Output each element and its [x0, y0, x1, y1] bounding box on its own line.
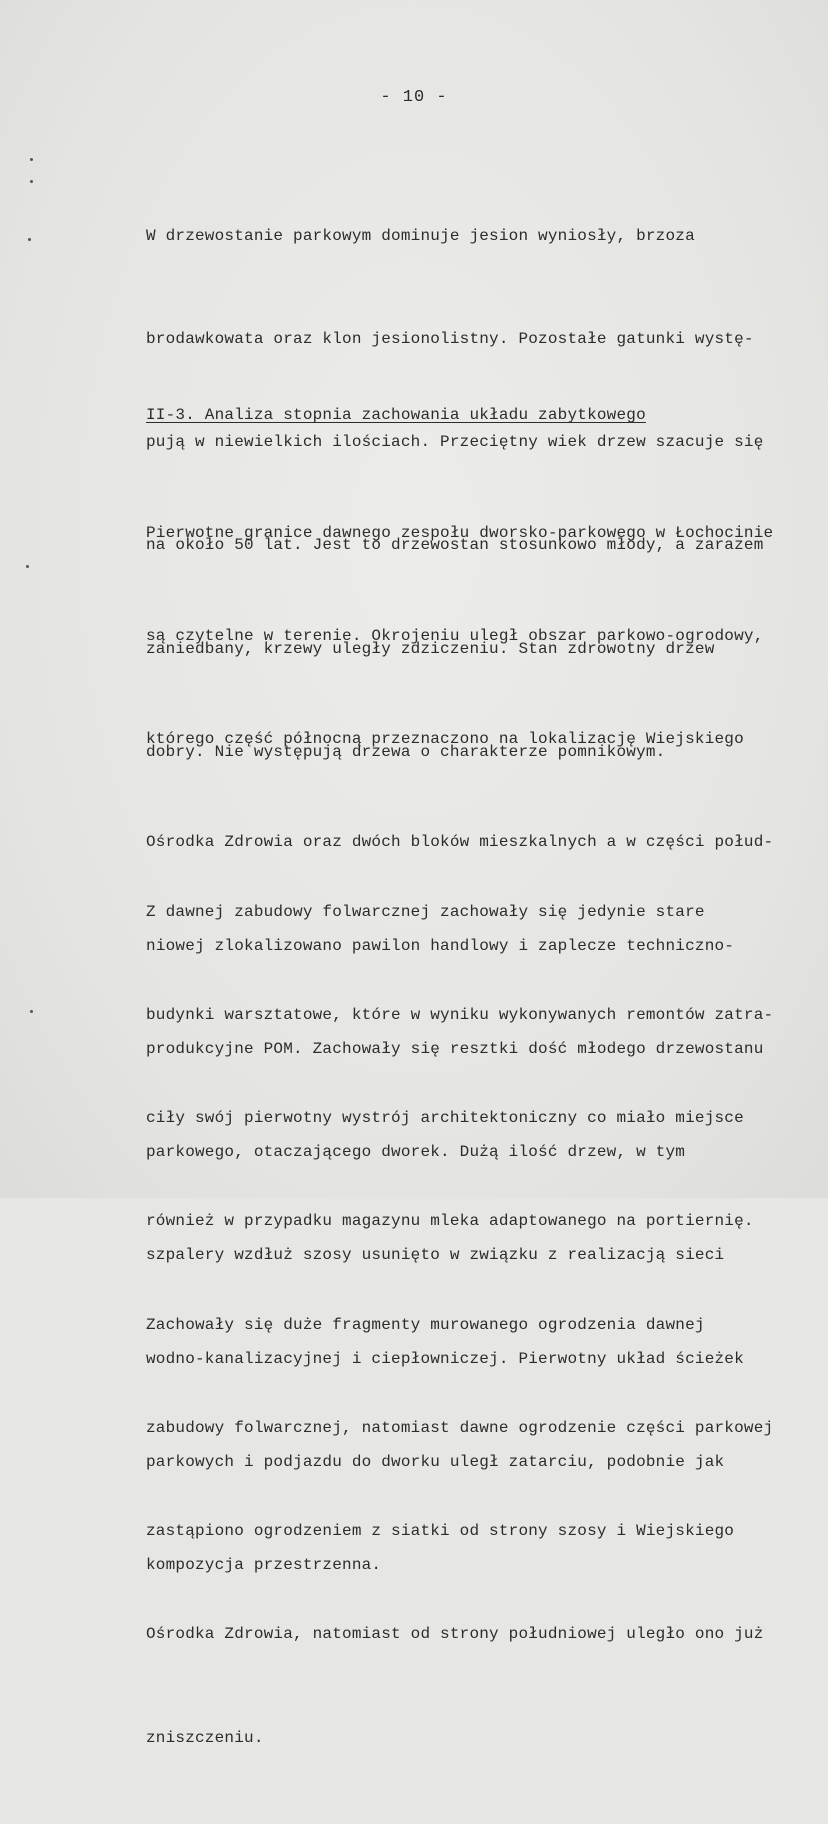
text-line: niowej zlokalizowano pawilon handlowy i zaplecze techniczno- [146, 936, 735, 955]
text-line: zabudowy folwarcznej, natomiast dawne ogrodzenie części parkowej [146, 1418, 774, 1437]
text-line: produkcyjne POM. Zachowały się resztki dość młodego drzewostanu [146, 1039, 764, 1058]
scan-speck [26, 565, 29, 568]
text-line: pują w niewielkich ilościach. Przeciętny wiek drzew szacuje się [146, 433, 764, 452]
text-line: zniszczeniu. [146, 1728, 264, 1747]
scan-speck [30, 180, 33, 183]
text-line: zaniedbany, krzewy uległy zdziczeniu. Stan zdrowotny drzew [146, 639, 715, 658]
paragraph-farm-buildings [146, 826, 816, 1824]
text-line: ciły swój pierwotny wystrój architektoniczny co miało miejsce [146, 1109, 744, 1128]
text-line: parkowego, otaczającego dworek. Dużą ilość drzew, w tym [146, 1143, 686, 1162]
text-line: zastąpiono ogrodzeniem z siatki od strony szosy i Wiejskiego [146, 1522, 735, 1541]
text-line: którego część północną przeznaczono na lokalizację Wiejskiego [146, 730, 744, 749]
text-line: szpalery wzdłuż szosy usunięto w związku z realizacją sieci [146, 1246, 725, 1265]
text-line: Zachowały się duże fragmenty murowanego ogrodzenia dawnej [146, 1315, 705, 1334]
section-heading: II-3. Analiza stopnia zachowania układu zabytkowego [146, 406, 646, 424]
text-line: są czytelne w terenie. Okrojeniu uległ obszar parkowo-ogrodowy, [146, 627, 764, 646]
text-line: kompozycja przestrzenna. [146, 1556, 382, 1574]
scan-speck [30, 1010, 33, 1013]
text-line: Pierwotne granice dawnego zespołu dworsko-parkowego w Łochocinie [146, 523, 774, 542]
text-line: dobry. Nie występują drzewa o charakterze pomnikowym. [146, 742, 666, 761]
text-line: wodno-kanalizacyjnej i ciepłowniczej. Pierwotny układ ścieżek [146, 1349, 744, 1368]
text-line: budynki warsztatowe, które w wyniku wykonywanych remontów zatra- [146, 1006, 774, 1025]
text-line: również w przypadku magazynu mleka adaptowanego na portiernię. [146, 1212, 754, 1231]
scan-speck [28, 238, 31, 241]
text-line: W drzewostanie parkowym dominuje jesion wyniosły, brzoza [146, 226, 695, 245]
page-number: - 10 - [380, 88, 448, 107]
text-line: brodawkowata oraz klon jesionolistny. Pozostałe gatunki wystę- [146, 330, 754, 349]
text-line: parkowych i podjazdu do dworku uległ zatarciu, podobnie jak [146, 1452, 725, 1471]
scan-speck [30, 158, 33, 161]
text-line: Ośrodka Zdrowia, natomiast od strony południowej uległo ono już [146, 1625, 764, 1644]
text-line: Ośrodka Zdrowia oraz dwóch bloków mieszkalnych a w części połud- [146, 833, 774, 852]
text-line: na około 50 lat. Jest to drzewostan stosunkowo młody, a zarazem [146, 536, 764, 555]
text-line: Z dawnej zabudowy folwarcznej zachowały się jedynie stare [146, 902, 705, 921]
